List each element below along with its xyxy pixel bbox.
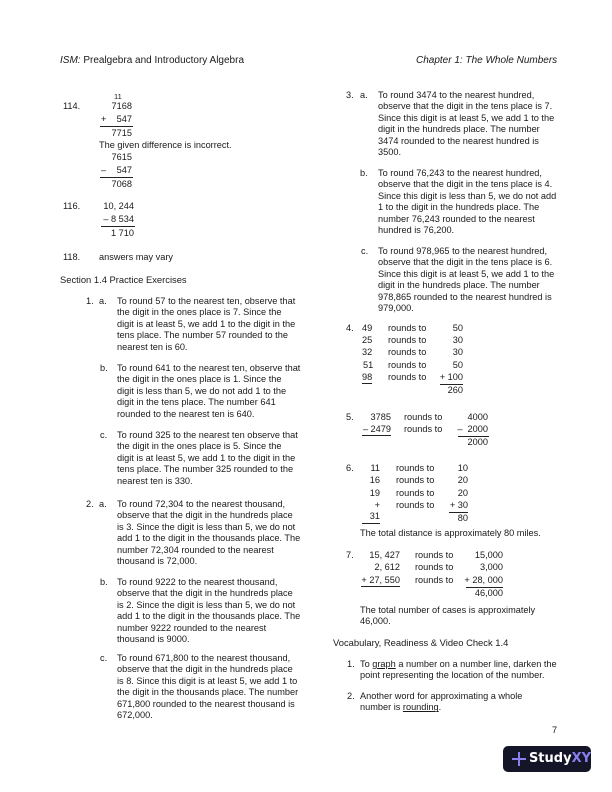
rounded-value: + 30 (449, 500, 468, 510)
carry-digits: 11 (114, 92, 122, 101)
text-line: digit in the hundreds place. The number (378, 124, 540, 135)
text-line: is 2. Since the digit is less than 5, we do not (117, 599, 296, 610)
rounded-value: 20 (457, 475, 468, 485)
part-c-text (378, 246, 564, 314)
rounded-value: 4000 (467, 412, 488, 422)
item-number: 1. (347, 659, 355, 669)
part-c-text (117, 430, 303, 487)
text-line: 46,000. (360, 616, 391, 627)
text-line: To round 72,304 to the nearest thousand, (117, 499, 286, 509)
rounded-value: 20 (457, 488, 468, 498)
part-label: c. (100, 653, 108, 663)
original-value: 98 (362, 372, 372, 384)
text-line: the digit in the thousands place. The number (117, 687, 299, 698)
text-line: add 1 to the digit in the thousands place. The (117, 533, 301, 544)
problem-label: 114. (63, 101, 81, 111)
text-line: observe that the digit in the tens place is 4. (378, 179, 553, 190)
item-number: 2. (347, 691, 355, 701)
original-value: 32 (362, 347, 373, 357)
total: 260 (447, 385, 463, 395)
text-line: hundred is 76,200. (378, 225, 455, 236)
text-line: To round 978,965 to the nearest hundred, (378, 246, 548, 256)
minuend: 10, 244 (103, 201, 134, 211)
vocab-section-title: Vocabulary, Readiness & Video Check 1.4 (333, 637, 509, 648)
original-value: 2, 612 (374, 562, 400, 572)
text-line: point representing the location of the number. (360, 670, 545, 681)
text-line: observe that the digit in the hundreds place (117, 588, 293, 599)
text-line: To round 325 to the nearest ten observe that (117, 430, 298, 440)
part-b-text (378, 168, 564, 236)
part-label: b. (100, 363, 108, 373)
rounds-to-text: rounds to (388, 372, 427, 382)
logo-accent-text: XY (571, 751, 591, 767)
rounds-to-text: rounds to (404, 412, 443, 422)
subtrahend: 547 (116, 165, 132, 175)
original-value: – 2479 (362, 424, 391, 436)
difference-rule (101, 226, 135, 227)
text-line: 1 to the digit in the hundreds place. The (378, 202, 540, 213)
part-label: a. (360, 90, 368, 100)
text-segment: To (360, 659, 373, 669)
rounded-value: 3,000 (480, 562, 503, 572)
text-line (360, 659, 590, 670)
text-line: 671,800 rounded to the nearest thousand is (117, 698, 295, 709)
section-title: Section 1.4 Practice Exercises (60, 274, 187, 285)
text-line: nearest ten is 330. (117, 475, 193, 486)
original-value: + 31 (362, 500, 380, 524)
rounds-to-text: rounds to (415, 575, 454, 585)
text-line: 3500. (378, 147, 401, 158)
note (360, 605, 550, 628)
total: 46,000 (474, 588, 503, 598)
part-a-text (117, 296, 303, 353)
problem-118-answer: answers may vary (99, 252, 174, 262)
rounds-to-text: rounds to (396, 463, 435, 473)
text-segment: . (438, 702, 442, 713)
rounds-to-text: rounds to (388, 335, 427, 345)
original-value: 11 (370, 463, 380, 473)
item-text (360, 659, 590, 682)
original-value: 3785 (370, 412, 391, 422)
exercise-number: 1. (86, 296, 94, 306)
part-label: a. (99, 499, 107, 509)
book-abbrev: ISM: (60, 55, 81, 66)
addend: 547 (116, 114, 132, 124)
original-value: 15, 427 (369, 550, 400, 560)
sum: 7715 (111, 128, 132, 138)
original-value: 19 (369, 488, 380, 498)
text-line: tens place. The number 57 rounded to the (117, 330, 288, 341)
text-line (360, 702, 590, 713)
original-value: 25 (362, 335, 373, 345)
text-line: To round 9222 to the nearest thousand, (117, 577, 278, 587)
addend: 7168 (111, 101, 132, 111)
rounds-to-text: rounds to (415, 550, 454, 560)
text-line: Since this digit is at least 5, we add 1 to the (378, 112, 555, 123)
total: 2000 (467, 437, 488, 447)
text-line: Another word for approximating a whole (360, 691, 523, 701)
logo-text: Study (528, 751, 572, 767)
text-line: is 8. Since this digit is at least 5, we add 1 to (117, 675, 298, 686)
text-line: digit is at least 5, we add 1 to the digit in the (117, 318, 296, 329)
text-line: 978,865 rounded to the nearest hundred is (378, 291, 552, 302)
text-line: To round 671,800 to the nearest thousand, (117, 653, 291, 663)
note: The given difference is incorrect. (99, 140, 232, 150)
text-line: To round 641 to the nearest ten, observe that (117, 363, 301, 373)
rounded-value: – 2000 (457, 424, 488, 434)
operator: – (101, 165, 107, 175)
rounds-to-text: rounds to (388, 360, 427, 370)
text-line: thousand is 9000. (117, 634, 190, 645)
rounded-value: 10 (457, 463, 468, 473)
text-line: The total number of cases is approximately (360, 605, 536, 615)
part-label: b. (360, 168, 368, 178)
exercise-number: 3. (346, 90, 354, 100)
total: 80 (457, 513, 468, 523)
exercise-number: 7. (346, 550, 354, 560)
text-line: number 9222 rounded to the nearest (117, 622, 267, 633)
original-value: 51 (363, 360, 374, 370)
exercise-number: 6. (346, 463, 354, 473)
part-a-text (378, 90, 564, 158)
original-value: 49 (362, 323, 373, 333)
answer-term: graph (372, 659, 396, 669)
page-number: 7 (552, 725, 558, 735)
text-segment: a number on a number line, darken the (395, 659, 557, 669)
rounds-to-text: rounds to (415, 562, 454, 572)
problem-label: 116. (63, 201, 81, 211)
exercise-number: 2. (86, 499, 94, 509)
text-line: Since this digit is less than 5, we do not add (378, 190, 557, 201)
text-line: number 72,304 rounded to the nearest (117, 544, 274, 555)
item-text (360, 691, 590, 714)
text-line: digit is at least 5, we add 1 to the digit in the (117, 452, 296, 463)
text-line: the digit in the ones place is 7. Since the (117, 307, 282, 318)
text-line: thousand is 72,000. (117, 556, 198, 567)
book-title: Prealgebra and Introductory Algebra (80, 55, 244, 66)
text-line: Since this digit is at least 5, we add 1 to the (378, 268, 555, 279)
text-line: number 76,243 rounded to the nearest (378, 213, 535, 224)
rounded-value: 30 (452, 347, 463, 357)
text-line: is 3. Since the digit is less than 5, we do not (117, 521, 296, 532)
part-b-text (117, 577, 303, 645)
minuend: 7615 (111, 152, 132, 162)
rounded-value: 30 (452, 335, 463, 345)
rounded-value: + 100 (439, 372, 463, 382)
running-header-right: Chapter 1: The Whole Numbers (416, 55, 558, 66)
part-c-text (117, 653, 303, 721)
original-value: 16 (369, 475, 380, 485)
text-line: tens place. The number 325 rounded to the (117, 464, 294, 475)
part-label: b. (100, 577, 108, 587)
text-line: To round 76,243 to the nearest hundred, (378, 168, 542, 178)
rounds-to-text: rounds to (396, 488, 435, 498)
rounds-to-text: rounds to (388, 347, 427, 357)
text-line: observe that the digit in the tens place is 7. (378, 101, 553, 112)
part-label: a. (99, 296, 107, 306)
part-a-text (117, 499, 303, 567)
rounds-to-text: rounds to (404, 424, 443, 434)
rounded-value: + 28, 000 (464, 575, 503, 585)
part-b-text (117, 363, 303, 420)
note: The total distance is approximately 80 miles. (360, 528, 541, 538)
text-segment: number is (360, 702, 403, 713)
difference-rule (100, 177, 133, 178)
operator: + (101, 114, 107, 124)
text-line: To round 3474 to the nearest hundred, (378, 90, 535, 100)
answer-term: rounding (402, 702, 439, 713)
text-line: 979,000. (378, 303, 414, 314)
text-line: the digit in the ones place is 1. Since the (117, 374, 282, 385)
text-line: digit in the hundreds place. The number (378, 280, 540, 291)
rounded-value: 50 (452, 360, 463, 370)
text-line: rounded to the nearest ten is 640. (117, 408, 255, 419)
part-label: c. (361, 246, 369, 256)
text-line: digit in the tens place. The number 641 (117, 397, 276, 408)
text-line: observe that the digit in the hundreds place (117, 664, 293, 675)
text-line: To round 57 to the nearest ten, observe that (117, 296, 296, 306)
text-line: observe that the digit in the hundreds place (117, 510, 293, 521)
part-label: c. (100, 430, 108, 440)
text-line: nearest ten is 60. (117, 341, 188, 352)
text-line: 3474 rounded to the nearest hundred is (378, 135, 539, 146)
problem-118-label: 118. (63, 252, 81, 262)
studyxy-logo[interactable] (503, 746, 591, 772)
text-line: observe that the digit in the tens place is 6. (378, 257, 553, 268)
difference: 1 710 (111, 228, 134, 238)
text-line: digit is less than 5, we do not add 1 to the (117, 385, 287, 396)
subtrahend: – 8 534 (103, 214, 134, 224)
text-line: add 1 to the digit in the thousands place. The (117, 611, 301, 622)
rounds-to-text: rounds to (396, 475, 435, 485)
rounds-to-text: rounds to (388, 323, 427, 333)
exercise-number: 4. (346, 323, 354, 333)
rounded-value: 15,000 (474, 550, 503, 560)
exercise-number: 5. (346, 412, 354, 422)
text-line: 672,000. (117, 710, 153, 721)
original-value: + 27, 550 (361, 575, 400, 587)
rounds-to-text: rounds to (396, 500, 435, 510)
text-line: the digit in the ones place is 5. Since the (117, 441, 282, 452)
sum-rule (100, 126, 133, 127)
difference: 7068 (111, 179, 132, 189)
running-header-left (60, 55, 244, 66)
rounded-value: 50 (452, 323, 463, 333)
plus-icon (512, 752, 523, 766)
